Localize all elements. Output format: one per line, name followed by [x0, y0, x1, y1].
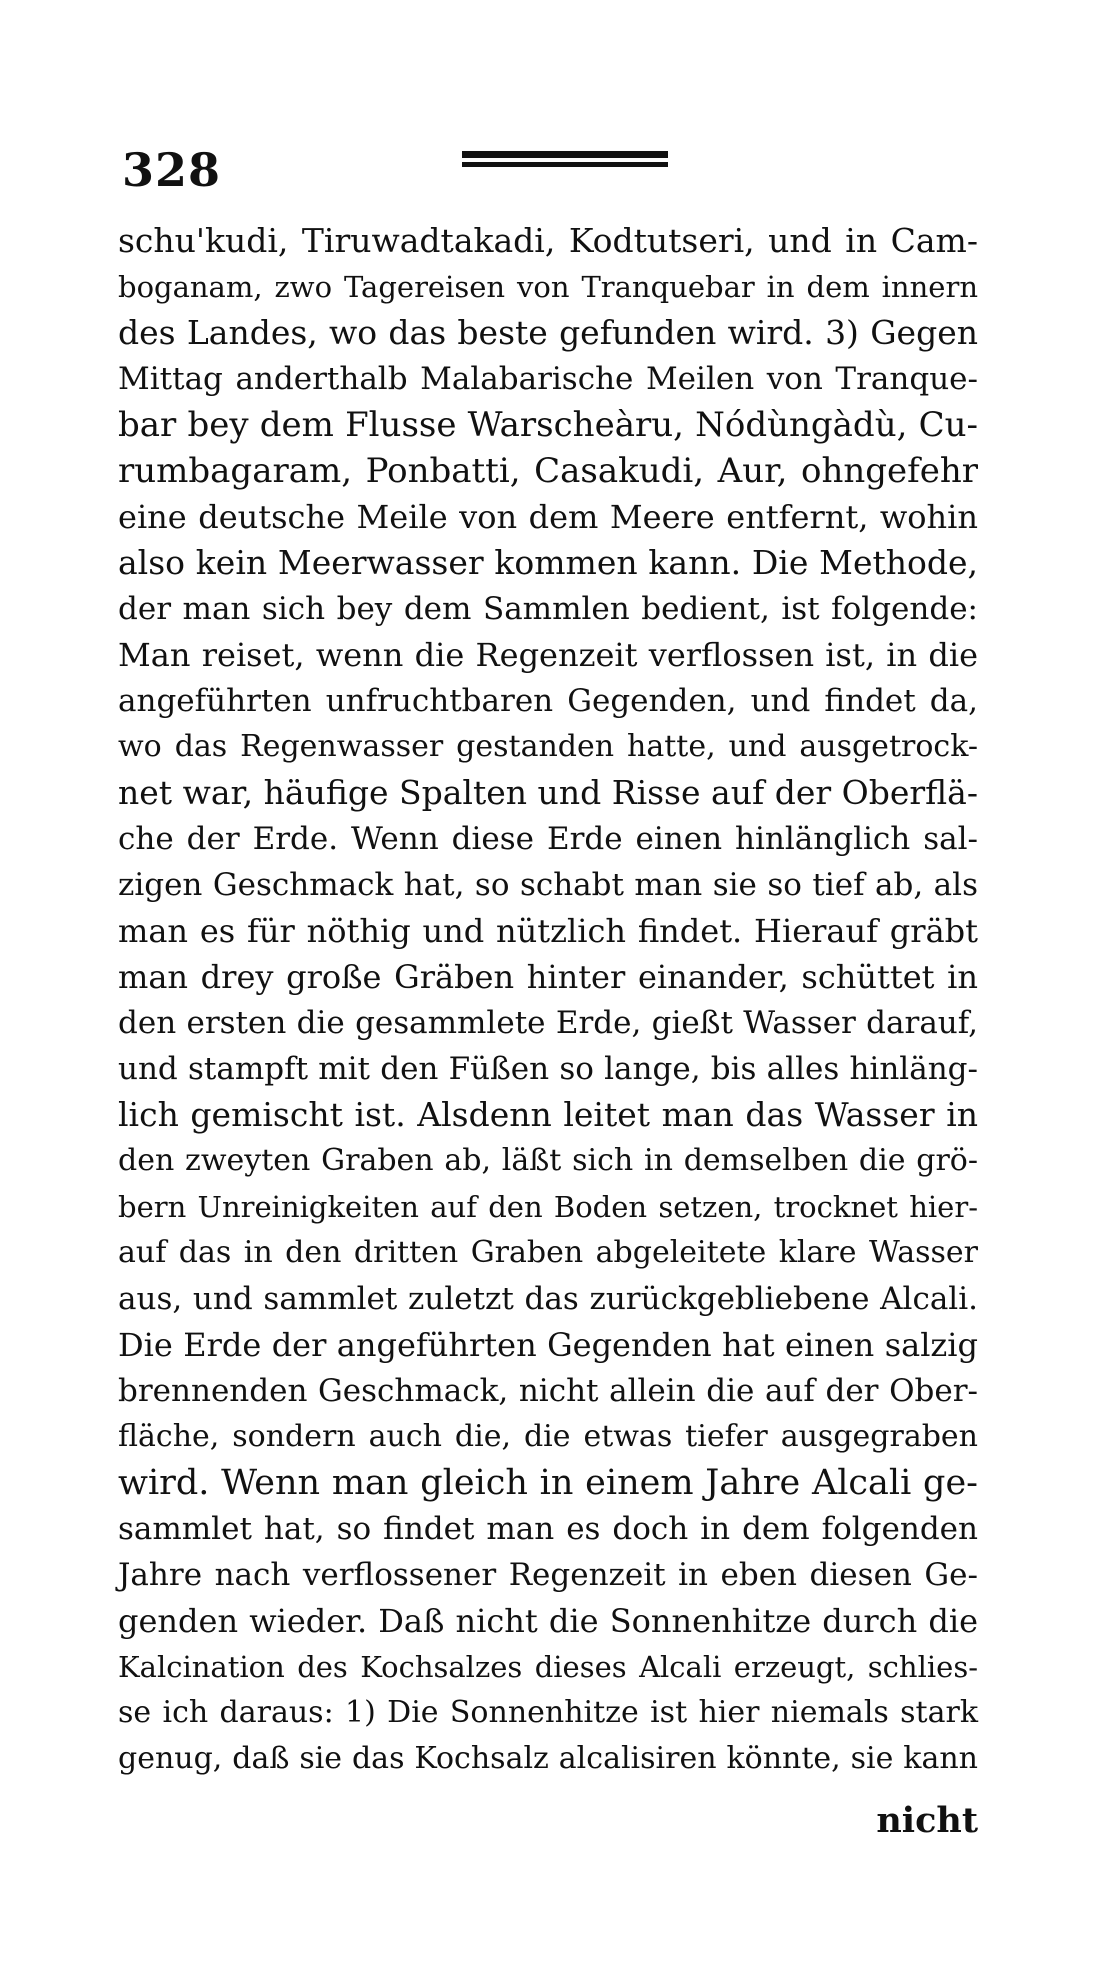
text-line: also kein Meerwasser kommen kann. Die Methode, [118, 543, 978, 582]
text-line: man drey große Gräben hinter einander, schüttet in [118, 958, 978, 996]
text-line: Mittag anderthalb Malabarische Meilen von Tranque- [118, 361, 978, 397]
text-line: sammlet hat, so findet man es doch in dem folgenden [118, 1511, 978, 1547]
header-rule [462, 151, 668, 169]
page-number: 328 [122, 143, 222, 197]
text-line: bern Unreinigkeiten auf den Boden setzen, trocknet hier- [118, 1190, 978, 1224]
text-line: genden wieder. Daß nicht die Sonnenhitze durch die [118, 1602, 978, 1640]
text-line: auf das in den dritten Graben abgeleitete klare Wasser [118, 1235, 978, 1270]
text-line: eine deutsche Meile von dem Meere entfernt, wohin [118, 498, 978, 536]
text-line: angeführten unfruchtbaren Gegenden, und findet da, [118, 683, 978, 719]
text-line: Man reiset, wenn die Regenzeit verflossen ist, in die [118, 636, 978, 674]
text-line: schu'kudi, Tiruwadtakadi, Kodtutseri, und in Cam- [118, 221, 978, 260]
text-line: der man sich bey dem Sammlen bedient, ist folgende: [118, 591, 978, 627]
text-line: se ich daraus: 1) Die Sonnenhitze ist hier niemals stark [118, 1695, 978, 1730]
header-rule-thick [462, 151, 668, 158]
text-line: wird. Wenn man gleich in einem Jahre Alcali ge- [118, 1463, 978, 1503]
text-line: fläche, sondern auch die, die etwas tiefer ausgegraben [118, 1419, 978, 1454]
header-rule-thin [462, 162, 668, 167]
text-line: Jahre nach verflossener Regenzeit in eben diesen Ge- [118, 1557, 978, 1593]
text-line: Kalcination des Kochsalzes dieses Alcali erzeugt, schlies- [118, 1650, 978, 1684]
text-line: zigen Geschmack hat, so schabt man sie so tief ab, als [118, 867, 978, 903]
text-line: man es für nöthig und nützlich findet. Hierauf gräbt [118, 912, 978, 950]
text-line: des Landes, wo das beste gefunden wird. 3) Gegen [118, 313, 978, 352]
text-line: den ersten die gesammlete Erde, gießt Wasser darauf, [118, 1005, 978, 1041]
text-line: Die Erde der angeführten Gegenden hat einen salzig [118, 1326, 978, 1364]
text-line: rumbagaram, Ponbatti, Casakudi, Aur, ohngefehr [118, 451, 978, 491]
text-line: boganam, zwo Tagereisen von Tranquebar in dem innern [118, 270, 978, 304]
catchword: nicht [876, 1800, 978, 1841]
text-line: che der Erde. Wenn diese Erde einen hinlänglich sal- [118, 821, 978, 857]
text-line: genug, daß sie das Kochsalz alcalisiren könnte, sie kann [118, 1741, 978, 1776]
text-line: brennenden Geschmack, nicht allein die auf der Ober- [118, 1373, 978, 1409]
text-line: aus, und sammlet zuletzt das zurückgebliebene Alcali. [118, 1281, 978, 1317]
body-text [118, 218, 978, 1782]
text-line: und stampft mit den Füßen so lange, bis alles hinläng- [118, 1051, 978, 1087]
text-line: wo das Regenwasser gestanden hatte, und ausgetrock- [118, 729, 978, 764]
text-line: lich gemischt ist. Alsdenn leitet man das Wasser in [118, 1095, 978, 1134]
text-line: den zweyten Graben ab, läßt sich in demselben die grö- [118, 1143, 978, 1178]
text-line: net war, häufige Spalten und Risse auf der Oberflä- [118, 773, 978, 812]
text-line: bar bey dem Flusse Warscheàru, Nódùngàdù, Cu- [118, 405, 978, 445]
